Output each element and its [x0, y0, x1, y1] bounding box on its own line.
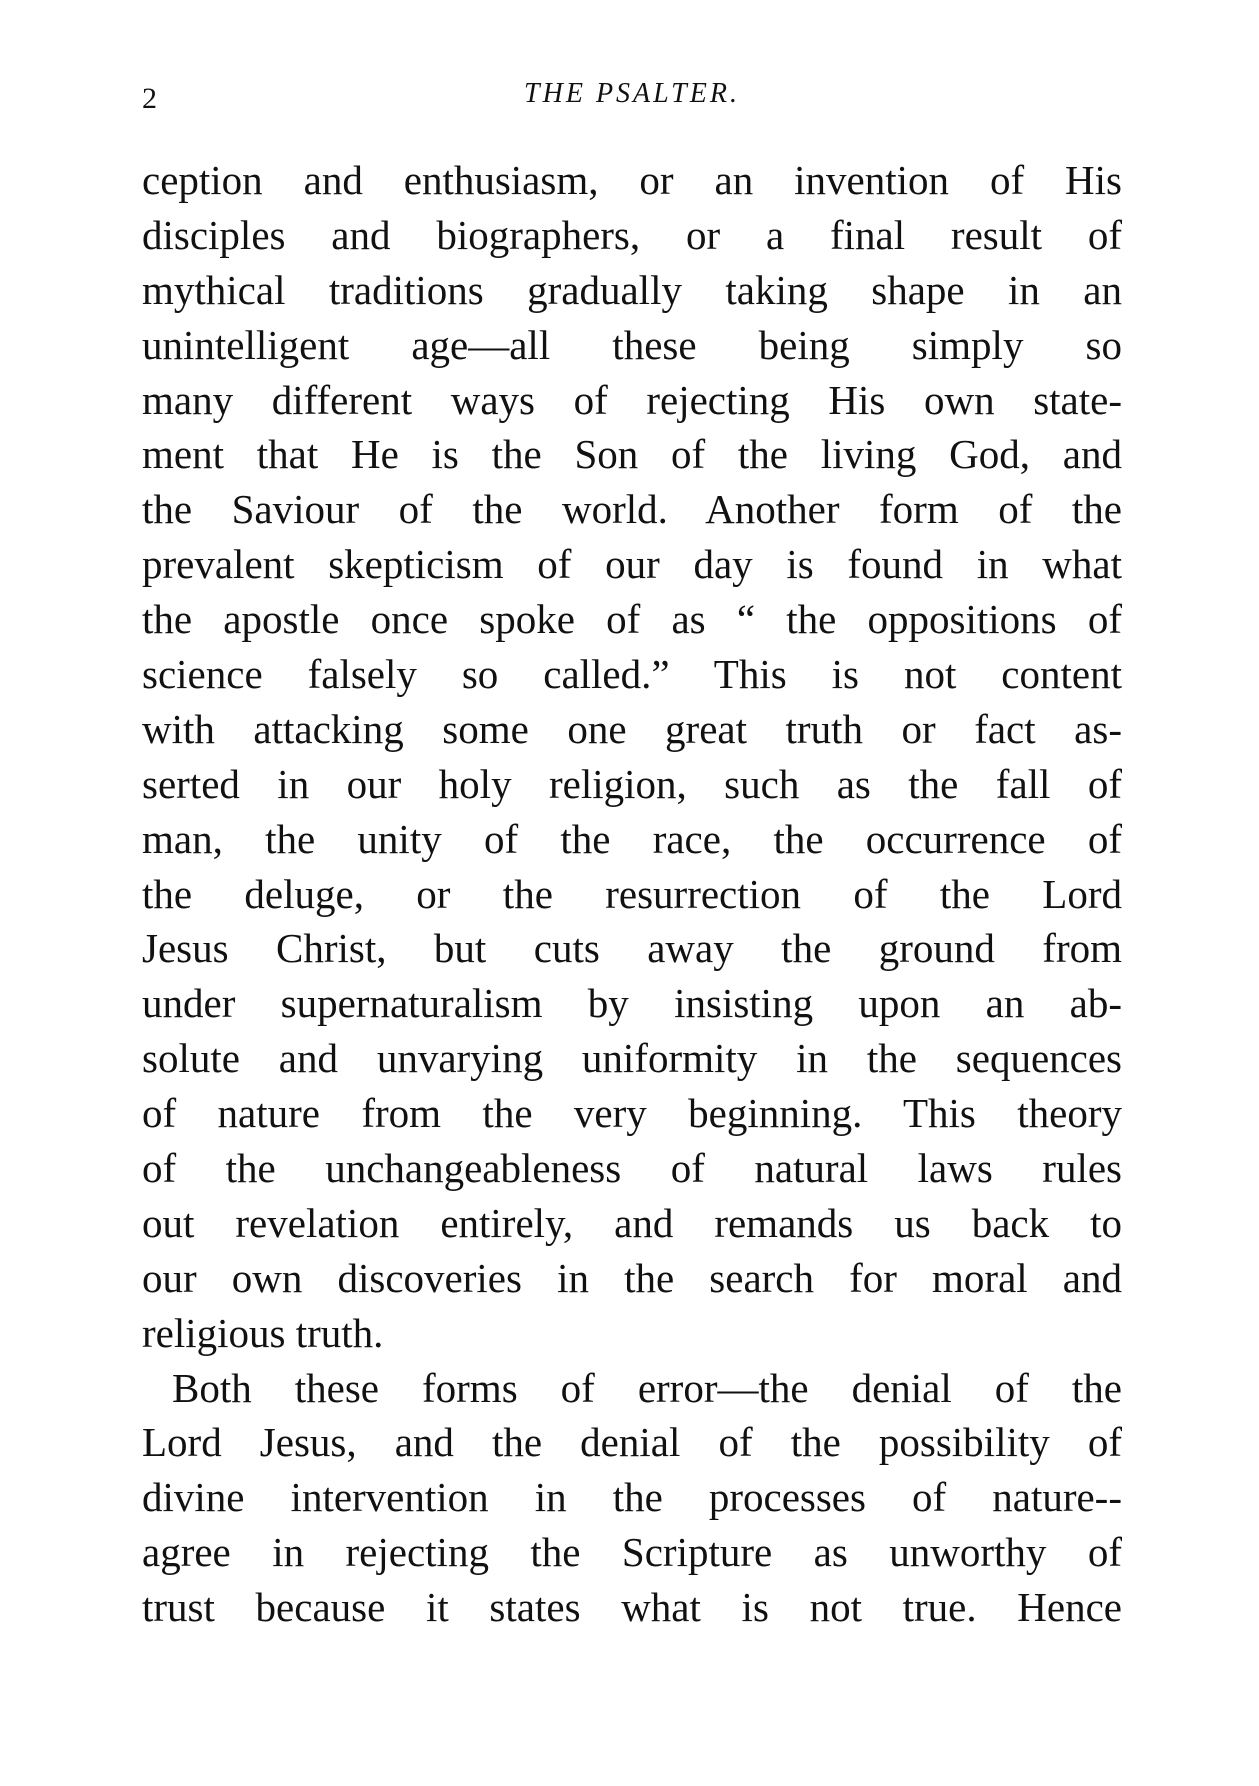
text-line: Lord Jesus, and the denial of the possibility of — [142, 1419, 1122, 1466]
text-line: prevalent skepticism of our day is found in what — [142, 541, 1122, 588]
running-head — [142, 78, 1122, 118]
text-line: many different ways of rejecting His own state- — [142, 376, 1122, 423]
text-line: of nature from the very beginning. This theory — [142, 1090, 1122, 1137]
page-number: 2 — [142, 82, 157, 115]
text-line: trust because it states what is not true. Hence — [142, 1584, 1122, 1631]
text-line: unintelligent age—all these being simply so — [142, 321, 1122, 368]
text-line: Jesus Christ, but cuts away the ground from — [142, 925, 1122, 972]
text-line: ception and enthusiasm, or an invention of His — [142, 157, 1122, 203]
text-line: under supernaturalism by insisting upon an ab- — [142, 980, 1122, 1027]
text-line: religious truth. — [142, 1309, 384, 1356]
text-line: of the unchangeableness of natural laws rules — [142, 1145, 1122, 1192]
text-line: the apostle once spoke of as “ the oppositions of — [142, 596, 1122, 643]
text-line: the deluge, or the resurrection of the Lord — [142, 870, 1122, 917]
body-text — [142, 153, 1122, 1635]
text-line: agree in rejecting the Scripture as unworthy of — [142, 1529, 1122, 1576]
text-line: ment that He is the Son of the living God, and — [142, 431, 1122, 478]
paragraph-start-line: Both these forms of error—the denial of the — [172, 1364, 1122, 1411]
text-line: out revelation entirely, and remands us back to — [142, 1199, 1122, 1246]
text-line: serted in our holy religion, such as the fall of — [142, 760, 1122, 807]
text-line: mythical traditions gradually taking shape in an — [142, 266, 1122, 313]
text-line: man, the unity of the race, the occurrence of — [142, 815, 1122, 862]
text-line: with attacking some one great truth or fact as- — [142, 705, 1122, 752]
text-line: solute and unvarying uniformity in the sequences — [142, 1035, 1122, 1082]
text-line: disciples and biographers, or a final result of — [142, 211, 1122, 258]
text-line: divine intervention in the processes of nature-- — [142, 1474, 1122, 1521]
text-line: our own discoveries in the search for moral and — [142, 1254, 1122, 1301]
text-line: science falsely so called.” This is not content — [142, 651, 1122, 698]
text-line: the Saviour of the world. Another form of the — [142, 486, 1122, 533]
running-title: THE PSALTER. — [524, 78, 740, 109]
